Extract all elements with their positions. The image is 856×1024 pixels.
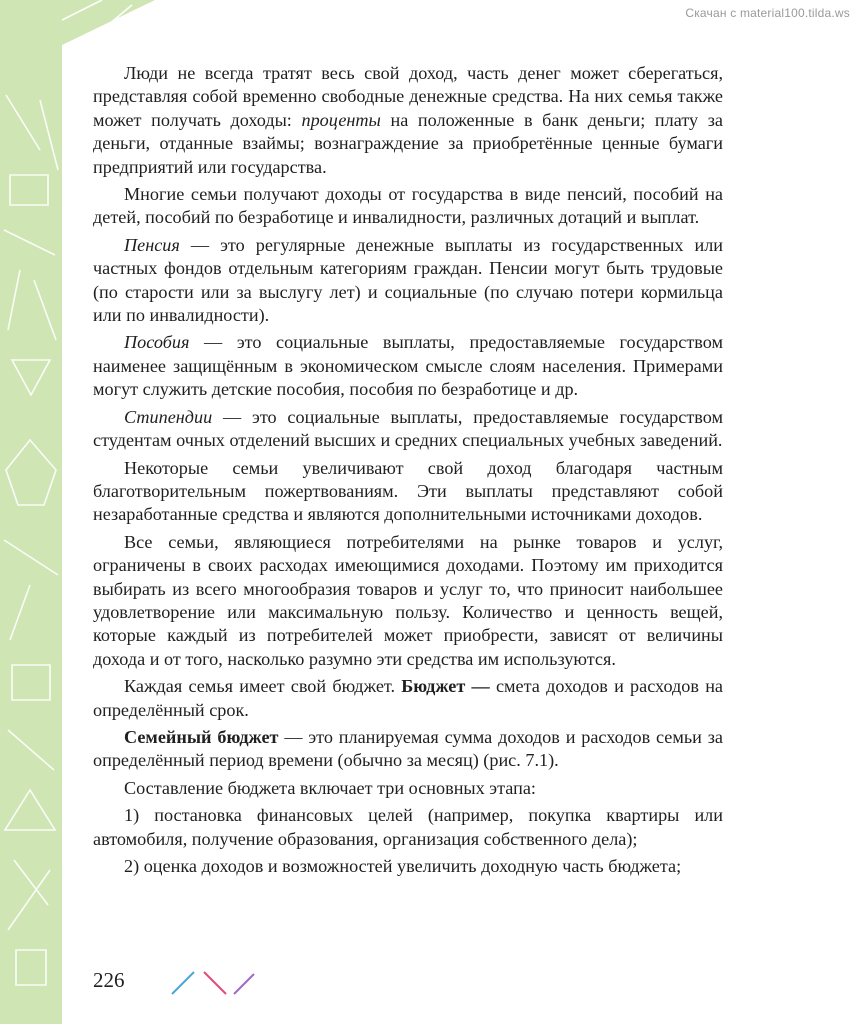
text-segment: Многие семьи получают доходы от государства в виде пенсий, пособий на детей, пособий по безработице и инвалидности, различных дотаций и выплат. <box>93 184 723 228</box>
paragraph-p9 <box>93 726 723 773</box>
italic-term: Пенсия <box>124 234 180 255</box>
text-segment: Люди не всегда тратят весь свой доход, часть денег может сберегаться, представляя собой временно свободные денежные средства. На них семья также может получать доходы: <box>93 63 723 130</box>
footer-slashes-icon <box>170 970 260 996</box>
italic-term: Пособия <box>124 332 190 353</box>
text-segment: — это социальные выплаты, предоставляемые государством студентам очных отделений высших и средних специальных учебных заведений. <box>93 406 723 451</box>
paragraph-p2 <box>93 183 723 230</box>
text-segment: — это планируемая сумма доходов и расходов семьи за определённый период времени (обычно за месяц) (рис. 7.1). <box>93 726 724 771</box>
bold-term: Бюджет — <box>401 676 490 697</box>
text-segment: 1) постановка финансовых целей (например, покупка квартиры или автомобиля, получение образования, организация собственного дела); <box>93 805 723 849</box>
paragraph-p10 <box>93 777 723 800</box>
paragraph-p7 <box>93 531 723 671</box>
bold-term: Семейный бюджет <box>124 726 279 747</box>
watermark: Скачан с material100.tilda.ws <box>685 6 850 20</box>
text-segment: — это регулярные денежные выплаты из государственных или частных фондов отдельным категориям граждан. Пенсии могут быть трудовые (по старости или за выслугу лет) и социальные (по случаю потери кормильца или по инвалидности). <box>93 234 723 326</box>
text-segment: Составление бюджета включает три основных этапа: <box>124 777 536 798</box>
text-segment: — это социальные выплаты, предоставляемые государством наименее защищённым в экономическом смысле слоям населения. Примерами могут служить детские пособия, пособия по безработице и др. <box>93 332 723 400</box>
paragraph-p12 <box>93 855 723 878</box>
italic-term: проценты <box>301 109 381 130</box>
paragraph-p3 <box>93 234 723 328</box>
text-segment: Некоторые семьи увеличивают свой доход благодаря частным благотворительным пожертвованиям. Эти выплаты представляют собой незаработанные средства и являются дополнительными источниками доходов. <box>93 457 723 525</box>
text-segment: смета доходов и расходов на определённый срок. <box>93 676 723 720</box>
text-segment: Все семьи, являющиеся потребителями на рынке товаров и услуг, ограничены в своих расходах имеющимися доходами. Поэтому им приходится выбирать из всего многообразия товаров и услуг то, что приносит наибольшее удовлетворение или максимальную пользу. Количество и ценность вещей, которые каждый из потребителей может приобрести, зависят от величины дохода и от того, насколько разумно эти средства им используются. <box>93 531 723 669</box>
paragraph-p8 <box>93 675 723 722</box>
text-segment: 2) оценка доходов и возможностей увеличить доходную часть бюджета; <box>124 856 682 876</box>
paragraph-p1 <box>93 62 723 179</box>
paragraph-p6 <box>93 457 723 527</box>
geometric-pattern-icon <box>0 0 62 1024</box>
page-number: 226 <box>93 968 125 992</box>
paragraph-p4 <box>93 331 723 401</box>
text-segment: на положенные в банк деньги; плату за деньги, отданные взаймы; вознаграждение за приобретённые ценные бумаги предприятий или государства. <box>93 109 723 177</box>
paragraph-p5 <box>93 406 723 453</box>
italic-term: Стипендии <box>124 406 213 427</box>
decorative-side-strip <box>0 0 62 1024</box>
paragraph-p11 <box>93 804 723 851</box>
page-body <box>93 62 723 882</box>
text-segment: Каждая семья имеет свой бюджет. <box>124 676 402 697</box>
